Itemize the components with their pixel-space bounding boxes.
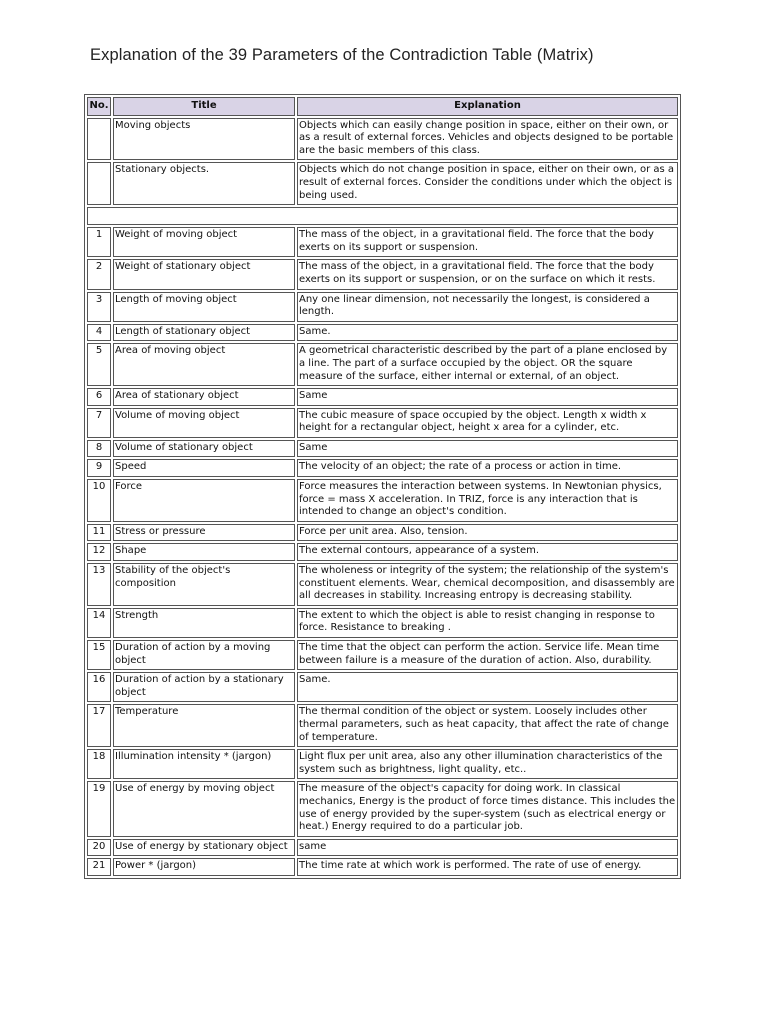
row-number: 14 bbox=[87, 608, 111, 638]
row-title: Strength bbox=[113, 608, 295, 638]
table-row bbox=[87, 259, 678, 289]
table-row bbox=[87, 227, 678, 257]
table-row bbox=[87, 343, 678, 386]
table-row bbox=[87, 459, 678, 477]
row-number: 19 bbox=[87, 781, 111, 836]
table-row bbox=[87, 162, 678, 205]
row-explanation: Same bbox=[297, 388, 678, 406]
table-row bbox=[87, 388, 678, 406]
row-number: 20 bbox=[87, 839, 111, 857]
row-explanation: Light flux per unit area, also any other illumination characteristics of the system such as brightness, light quality, etc.. bbox=[297, 749, 678, 779]
parameter-rows bbox=[87, 227, 678, 876]
table-row bbox=[87, 118, 678, 161]
spacer-body bbox=[87, 207, 678, 225]
row-explanation: The wholeness or integrity of the system; the relationship of the system's constituent elements. Wear, chemical decomposition, and disassembly are all decreases in stability. Increasing entropy is decreasing stability. bbox=[297, 563, 678, 606]
row-explanation: Same. bbox=[297, 672, 678, 702]
row-number: 7 bbox=[87, 408, 111, 438]
table-row bbox=[87, 440, 678, 458]
row-number: 15 bbox=[87, 640, 111, 670]
row-title: Speed bbox=[113, 459, 295, 477]
row-explanation: Objects which can easily change position in space, either on their own, or as a result of external forces. Vehicles and objects designed to be portable are the basic members of this class. bbox=[297, 118, 678, 161]
row-title: Power * (jargon) bbox=[113, 858, 295, 876]
header-title: Title bbox=[113, 97, 295, 116]
row-title: Duration of action by a stationary object bbox=[113, 672, 295, 702]
row-number: 17 bbox=[87, 704, 111, 747]
row-number: 5 bbox=[87, 343, 111, 386]
row-title: Force bbox=[113, 479, 295, 522]
row-explanation: The measure of the object's capacity for doing work. In classical mechanics, Energy is the product of force times distance. This includes the use of energy provided by the super-system (such as electrical energy or heat.) Energy required to do a particular job. bbox=[297, 781, 678, 836]
row-title: Weight of stationary object bbox=[113, 259, 295, 289]
row-title: Stationary objects. bbox=[113, 162, 295, 205]
row-number: 12 bbox=[87, 543, 111, 561]
table-row bbox=[87, 839, 678, 857]
table-header-row bbox=[87, 97, 678, 116]
row-number: 21 bbox=[87, 858, 111, 876]
table-row bbox=[87, 749, 678, 779]
row-explanation: Objects which do not change position in space, either on their own, or as a result of external forces. Consider the conditions under which the object is being used. bbox=[297, 162, 678, 205]
row-title: Length of moving object bbox=[113, 292, 295, 322]
table-row bbox=[87, 781, 678, 836]
row-number: 2 bbox=[87, 259, 111, 289]
row-explanation: The extent to which the object is able to resist changing in response to force. Resistance to breaking . bbox=[297, 608, 678, 638]
row-number: 16 bbox=[87, 672, 111, 702]
row-title: Stability of the object's composition bbox=[113, 563, 295, 606]
table-row bbox=[87, 672, 678, 702]
row-explanation: The external contours, appearance of a system. bbox=[297, 543, 678, 561]
parameters-table bbox=[84, 94, 681, 879]
table-row bbox=[87, 479, 678, 522]
row-title: Area of stationary object bbox=[113, 388, 295, 406]
row-title: Duration of action by a moving object bbox=[113, 640, 295, 670]
row-number: 3 bbox=[87, 292, 111, 322]
row-title: Moving objects bbox=[113, 118, 295, 161]
table-row bbox=[87, 543, 678, 561]
row-explanation: The time rate at which work is performed. The rate of use of energy. bbox=[297, 858, 678, 876]
row-explanation: same bbox=[297, 839, 678, 857]
table-row bbox=[87, 408, 678, 438]
row-explanation: Same. bbox=[297, 324, 678, 342]
spacer-row bbox=[87, 207, 678, 225]
row-title: Area of moving object bbox=[113, 343, 295, 386]
row-explanation: The cubic measure of space occupied by the object. Length x width x height for a rectangular object, height x area for a cylinder, etc. bbox=[297, 408, 678, 438]
table-row bbox=[87, 292, 678, 322]
intro-rows bbox=[87, 118, 678, 206]
row-title: Shape bbox=[113, 543, 295, 561]
table-row bbox=[87, 858, 678, 876]
row-title: Stress or pressure bbox=[113, 524, 295, 542]
table-row bbox=[87, 563, 678, 606]
row-title: Length of stationary object bbox=[113, 324, 295, 342]
row-explanation: The mass of the object, in a gravitational field. The force that the body exerts on its support or suspension, or on the surface on which it rests. bbox=[297, 259, 678, 289]
table-row bbox=[87, 524, 678, 542]
row-number: 10 bbox=[87, 479, 111, 522]
header-explanation: Explanation bbox=[297, 97, 678, 116]
row-explanation: The velocity of an object; the rate of a process or action in time. bbox=[297, 459, 678, 477]
row-explanation: Force measures the interaction between systems. In Newtonian physics, force = mass X acceleration. In TRIZ, force is any interaction that is intended to change an object's condition. bbox=[297, 479, 678, 522]
row-number: 18 bbox=[87, 749, 111, 779]
table-row bbox=[87, 608, 678, 638]
row-number bbox=[87, 162, 111, 205]
table-row bbox=[87, 640, 678, 670]
row-explanation: Any one linear dimension, not necessarily the longest, is considered a length. bbox=[297, 292, 678, 322]
row-number: 13 bbox=[87, 563, 111, 606]
spacer-cell bbox=[87, 207, 678, 225]
row-number: 9 bbox=[87, 459, 111, 477]
row-explanation: Force per unit area. Also, tension. bbox=[297, 524, 678, 542]
row-title: Volume of stationary object bbox=[113, 440, 295, 458]
page-title: Explanation of the 39 Parameters of the Contradiction Table (Matrix) bbox=[90, 46, 594, 64]
row-number: 8 bbox=[87, 440, 111, 458]
row-title: Weight of moving object bbox=[113, 227, 295, 257]
row-explanation: Same bbox=[297, 440, 678, 458]
row-explanation: The time that the object can perform the action. Service life. Mean time between failure is a measure of the duration of action. Also, durability. bbox=[297, 640, 678, 670]
row-explanation: The thermal condition of the object or system. Loosely includes other thermal parameters, such as heat capacity, that affect the rate of change of temperature. bbox=[297, 704, 678, 747]
row-number bbox=[87, 118, 111, 161]
row-number: 4 bbox=[87, 324, 111, 342]
row-title: Use of energy by moving object bbox=[113, 781, 295, 836]
row-title: Use of energy by stationary object bbox=[113, 839, 295, 857]
row-number: 11 bbox=[87, 524, 111, 542]
row-title: Illumination intensity * (jargon) bbox=[113, 749, 295, 779]
row-number: 1 bbox=[87, 227, 111, 257]
row-explanation: A geometrical characteristic described by the part of a plane enclosed by a line. The part of a surface occupied by the object. OR the square measure of the surface, either internal or external, of an object. bbox=[297, 343, 678, 386]
row-number: 6 bbox=[87, 388, 111, 406]
table-row bbox=[87, 324, 678, 342]
row-title: Temperature bbox=[113, 704, 295, 747]
row-explanation: The mass of the object, in a gravitational field. The force that the body exerts on its support or suspension. bbox=[297, 227, 678, 257]
table-row bbox=[87, 704, 678, 747]
row-title: Volume of moving object bbox=[113, 408, 295, 438]
header-no: No. bbox=[87, 97, 111, 116]
